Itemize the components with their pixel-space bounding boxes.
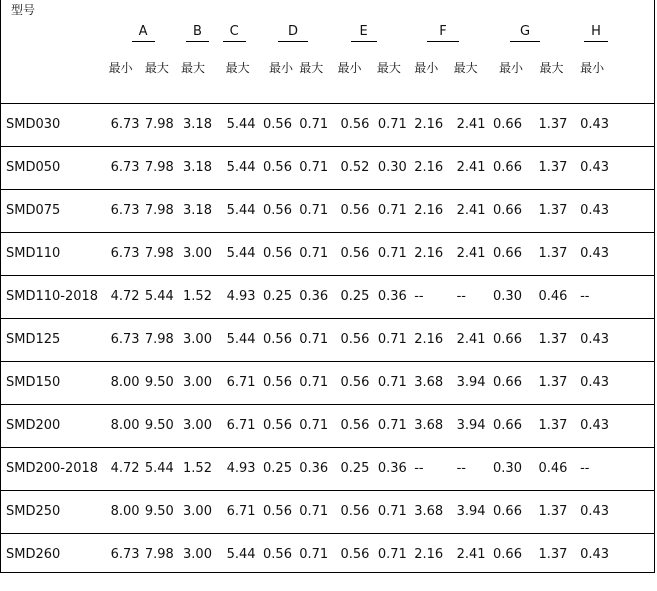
- value-cell: 0.71: [375, 491, 414, 534]
- column-header-f: F: [414, 0, 493, 48]
- value-cell: 6.73: [109, 534, 145, 577]
- value-cell: 0.56: [337, 319, 375, 362]
- value-cell: 3.94: [454, 491, 493, 534]
- value-cell: 1.37: [533, 491, 576, 534]
- value-cell: 0.71: [299, 233, 336, 276]
- value-cell: 0.56: [337, 233, 375, 276]
- value-cell: --: [576, 448, 655, 491]
- value-cell: 0.56: [263, 104, 299, 147]
- subheader-cell: 最大: [453, 61, 478, 75]
- subheader-cell: 最小: [499, 61, 524, 75]
- value-cell: 0.56: [263, 319, 299, 362]
- value-cell: 0.30: [493, 276, 533, 319]
- value-cell: 7.98: [145, 534, 181, 577]
- value-cell: 0.36: [375, 276, 414, 319]
- value-cell: 0.56: [263, 190, 299, 233]
- value-cell: 0.56: [263, 534, 299, 577]
- value-cell: 2.41: [454, 147, 493, 190]
- value-cell: 3.00: [181, 405, 223, 448]
- subheader-blank: [0, 48, 109, 104]
- value-cell: 9.50: [145, 362, 181, 405]
- value-cell: 0.56: [263, 405, 299, 448]
- value-cell: 0.56: [337, 491, 375, 534]
- value-cell: 0.43: [576, 405, 655, 448]
- model-cell: SMD110: [0, 233, 109, 276]
- value-cell: 5.44: [223, 190, 263, 233]
- value-cell: 7.98: [145, 147, 181, 190]
- subheader-cell: 最大: [376, 61, 401, 75]
- model-cell: SMD030: [0, 104, 109, 147]
- table-row: [0, 276, 655, 319]
- value-cell: 1.37: [533, 362, 576, 405]
- model-cell: SMD075: [0, 190, 109, 233]
- header-minmax-row: [0, 48, 655, 104]
- value-cell: 0.56: [263, 362, 299, 405]
- subheader-cell: 最大: [225, 61, 250, 75]
- value-cell: 2.41: [454, 104, 493, 147]
- value-cell: 6.73: [109, 104, 145, 147]
- value-cell: 7.98: [145, 319, 181, 362]
- value-cell: 2.41: [454, 190, 493, 233]
- value-cell: 3.00: [181, 491, 223, 534]
- table-row: [0, 362, 655, 405]
- value-cell: 0.71: [299, 491, 336, 534]
- model-cell: SMD125: [0, 319, 109, 362]
- value-cell: 2.41: [454, 233, 493, 276]
- value-cell: 0.25: [337, 276, 375, 319]
- subheader-cell: 最大: [539, 61, 564, 75]
- value-cell: 0.56: [263, 233, 299, 276]
- value-cell: 2.16: [414, 190, 453, 233]
- model-column-header: 型号: [11, 3, 36, 17]
- value-cell: 0.25: [337, 448, 375, 491]
- value-cell: 3.68: [414, 362, 453, 405]
- value-cell: 0.71: [375, 534, 414, 577]
- value-cell: 0.43: [576, 534, 655, 577]
- column-header-a: A: [109, 0, 181, 48]
- value-cell: 0.46: [533, 276, 576, 319]
- value-cell: 0.56: [337, 104, 375, 147]
- value-cell: 9.50: [145, 491, 181, 534]
- value-cell: 1.52: [181, 448, 223, 491]
- value-cell: 0.56: [337, 190, 375, 233]
- value-cell: 5.44: [223, 319, 263, 362]
- value-cell: 3.00: [181, 319, 223, 362]
- value-cell: 0.43: [576, 104, 655, 147]
- value-cell: 0.71: [299, 362, 336, 405]
- value-cell: 9.50: [145, 405, 181, 448]
- value-cell: 4.72: [109, 448, 145, 491]
- value-cell: 0.71: [375, 190, 414, 233]
- value-cell: 0.46: [533, 448, 576, 491]
- value-cell: 1.37: [533, 147, 576, 190]
- value-cell: 3.00: [181, 362, 223, 405]
- value-cell: 0.66: [493, 405, 533, 448]
- value-cell: 6.71: [223, 491, 263, 534]
- column-header-e: E: [337, 0, 415, 48]
- value-cell: 5.44: [145, 448, 181, 491]
- value-cell: 1.37: [533, 405, 576, 448]
- table-row: [0, 147, 655, 190]
- value-cell: 1.37: [533, 233, 576, 276]
- value-cell: 0.43: [576, 190, 655, 233]
- value-cell: 0.71: [375, 233, 414, 276]
- column-header-d: D: [263, 0, 336, 48]
- value-cell: 5.44: [145, 276, 181, 319]
- value-cell: 6.73: [109, 233, 145, 276]
- subheader-cell: 最小: [414, 61, 439, 75]
- value-cell: 0.66: [493, 491, 533, 534]
- value-cell: 0.56: [337, 534, 375, 577]
- value-cell: 4.93: [223, 448, 263, 491]
- value-cell: 3.94: [454, 362, 493, 405]
- value-cell: 8.00: [109, 362, 145, 405]
- table-header: [0, 0, 655, 104]
- value-cell: 0.43: [576, 319, 655, 362]
- value-cell: 0.71: [375, 405, 414, 448]
- value-cell: 0.30: [493, 448, 533, 491]
- value-cell: 7.98: [145, 233, 181, 276]
- subheader-cell: 最小: [337, 61, 362, 75]
- value-cell: 3.68: [414, 405, 453, 448]
- value-cell: 0.43: [576, 233, 655, 276]
- value-cell: 0.71: [299, 405, 336, 448]
- value-cell: 0.66: [493, 362, 533, 405]
- value-cell: 3.18: [181, 104, 223, 147]
- table-row: [0, 448, 655, 491]
- subheader-cell: 最小: [580, 61, 605, 75]
- value-cell: 5.44: [223, 534, 263, 577]
- value-cell: --: [454, 276, 493, 319]
- value-cell: 0.56: [337, 405, 375, 448]
- value-cell: 5.44: [223, 147, 263, 190]
- value-cell: 0.66: [493, 147, 533, 190]
- subheader-cell: 最小: [108, 61, 133, 75]
- value-cell: 2.16: [414, 534, 453, 577]
- column-header-c: C: [223, 0, 263, 48]
- value-cell: 8.00: [109, 491, 145, 534]
- value-cell: 7.98: [145, 190, 181, 233]
- table-row: [0, 491, 655, 534]
- value-cell: --: [576, 276, 655, 319]
- value-cell: 4.93: [223, 276, 263, 319]
- table-row: [0, 405, 655, 448]
- model-cell: SMD050: [0, 147, 109, 190]
- value-cell: 0.71: [375, 104, 414, 147]
- value-cell: 6.73: [109, 190, 145, 233]
- table-row: [0, 319, 655, 362]
- table-row: [0, 233, 655, 276]
- model-cell: SMD250: [0, 491, 109, 534]
- table-body: [0, 104, 655, 577]
- model-cell: SMD200-2018: [0, 448, 109, 491]
- value-cell: 7.98: [145, 104, 181, 147]
- value-cell: 4.72: [109, 276, 145, 319]
- model-cell: SMD200: [0, 405, 109, 448]
- value-cell: 6.71: [223, 362, 263, 405]
- value-cell: 1.37: [533, 104, 576, 147]
- value-cell: 0.66: [493, 104, 533, 147]
- value-cell: 0.56: [263, 491, 299, 534]
- value-cell: 6.73: [109, 147, 145, 190]
- model-cell: SMD260: [0, 534, 109, 577]
- value-cell: 0.43: [576, 362, 655, 405]
- value-cell: --: [414, 276, 453, 319]
- value-cell: 0.71: [299, 190, 336, 233]
- column-header-h: H: [576, 0, 655, 48]
- table-row: [0, 534, 655, 577]
- value-cell: 3.00: [181, 233, 223, 276]
- subheader-cell: 最小: [269, 61, 294, 75]
- value-cell: 0.66: [493, 534, 533, 577]
- value-cell: 0.36: [299, 448, 336, 491]
- value-cell: 2.16: [414, 319, 453, 362]
- value-cell: 3.00: [181, 534, 223, 577]
- header-letter-row: [0, 0, 655, 48]
- value-cell: 1.37: [533, 319, 576, 362]
- value-cell: 0.52: [337, 147, 375, 190]
- value-cell: 2.41: [454, 319, 493, 362]
- value-cell: 6.73: [109, 319, 145, 362]
- value-cell: 6.71: [223, 405, 263, 448]
- value-cell: --: [454, 448, 493, 491]
- table-row: [0, 104, 655, 147]
- column-header-b: B: [181, 0, 223, 48]
- value-cell: 1.52: [181, 276, 223, 319]
- value-cell: 0.25: [263, 276, 299, 319]
- value-cell: 0.30: [375, 147, 414, 190]
- value-cell: 1.37: [533, 534, 576, 577]
- value-cell: 0.71: [299, 534, 336, 577]
- value-cell: 0.36: [375, 448, 414, 491]
- table-row: [0, 190, 655, 233]
- value-cell: 3.18: [181, 147, 223, 190]
- value-cell: 3.68: [414, 491, 453, 534]
- value-cell: 2.41: [454, 534, 493, 577]
- value-cell: 5.44: [223, 104, 263, 147]
- value-cell: 0.66: [493, 233, 533, 276]
- value-cell: 0.36: [299, 276, 336, 319]
- value-cell: --: [414, 448, 453, 491]
- value-cell: 0.71: [375, 319, 414, 362]
- value-cell: 3.94: [454, 405, 493, 448]
- value-cell: 0.71: [375, 362, 414, 405]
- value-cell: 0.66: [493, 319, 533, 362]
- value-cell: 2.16: [414, 147, 453, 190]
- value-cell: 2.16: [414, 104, 453, 147]
- value-cell: 5.44: [223, 233, 263, 276]
- value-cell: 0.56: [337, 362, 375, 405]
- model-cell: SMD110-2018: [0, 276, 109, 319]
- value-cell: 0.71: [299, 319, 336, 362]
- value-cell: 0.43: [576, 491, 655, 534]
- subheader-cell: 最大: [299, 61, 324, 75]
- model-cell: SMD150: [0, 362, 109, 405]
- value-cell: 1.37: [533, 190, 576, 233]
- value-cell: 8.00: [109, 405, 145, 448]
- value-cell: 0.66: [493, 190, 533, 233]
- value-cell: 0.71: [299, 104, 336, 147]
- column-header-g: G: [493, 0, 576, 48]
- value-cell: 0.56: [263, 147, 299, 190]
- value-cell: 0.71: [299, 147, 336, 190]
- value-cell: 0.25: [263, 448, 299, 491]
- value-cell: 0.43: [576, 147, 655, 190]
- value-cell: 2.16: [414, 233, 453, 276]
- value-cell: 3.18: [181, 190, 223, 233]
- subheader-cell: 最大: [144, 61, 169, 75]
- subheader-cell: 最大: [181, 61, 206, 75]
